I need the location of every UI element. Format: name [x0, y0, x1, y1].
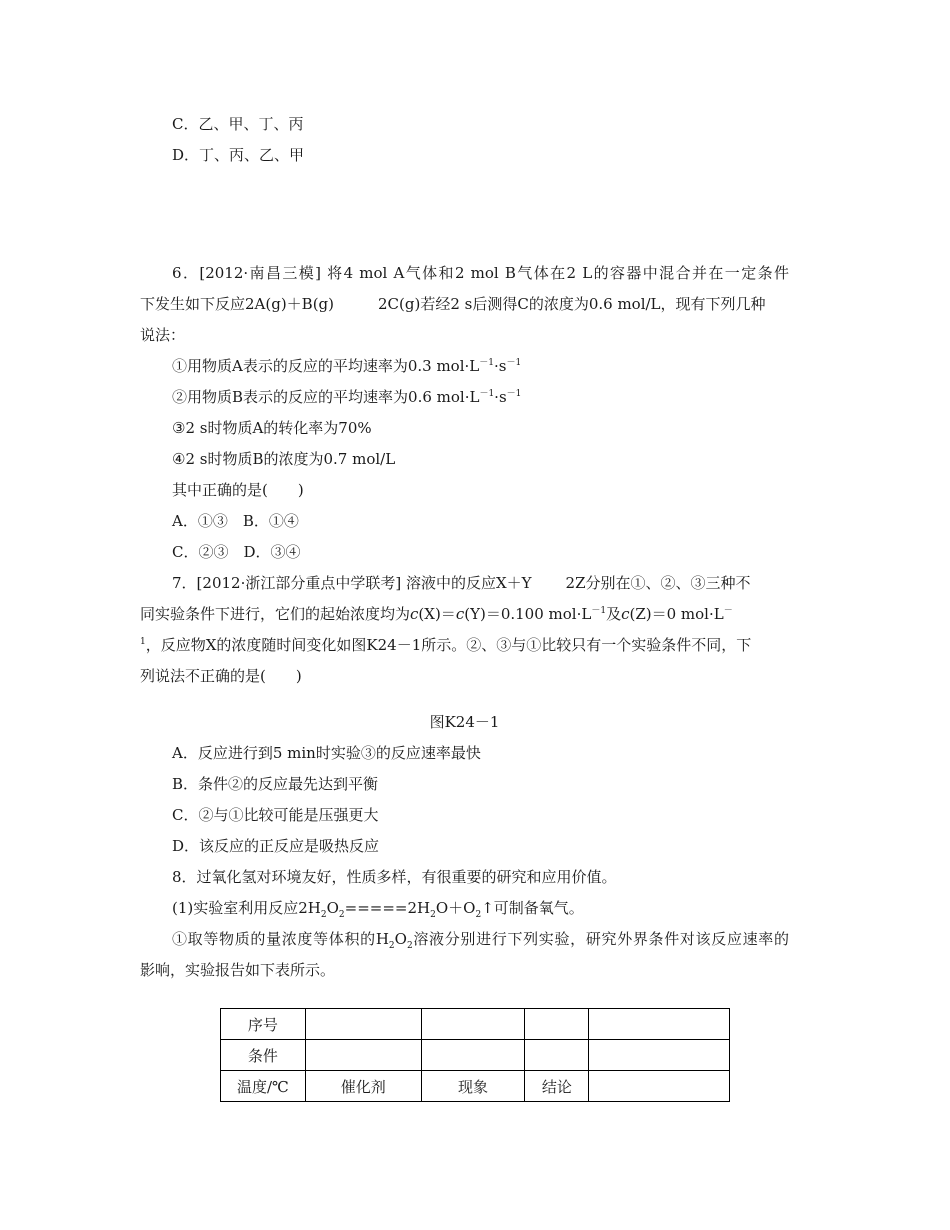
table-row	[221, 1071, 730, 1102]
superscript: －1	[479, 358, 494, 368]
table-cell	[421, 1040, 525, 1071]
subscript: 2	[475, 910, 482, 920]
subscript: 2	[430, 910, 436, 920]
text: (Z)＝0 mol·L	[629, 605, 724, 623]
q6-statement-3: ③2 s时物质A的转化率为70%	[172, 419, 372, 437]
subscript: 2	[338, 910, 345, 920]
text: ↑可制备氧气。	[481, 899, 584, 917]
q6-statement-1	[172, 356, 521, 376]
unit-text: ·s	[493, 357, 507, 375]
q6-stem-line1: 6．[2012·南昌三模] 将4 mol A气体和2 mol B气体在2 L的容器中混合并在一定条件	[172, 264, 789, 282]
table-row	[221, 1040, 730, 1071]
q8-sub1	[172, 898, 584, 918]
q6-options-ab: A．①③ B．①④	[172, 512, 299, 530]
text: ①取等物质的量浓度等体积的H	[172, 930, 389, 948]
table-cell	[589, 1009, 730, 1040]
experiment-table	[220, 1008, 730, 1102]
q6-options-cd: C．②③ D．③④	[172, 543, 301, 561]
q6-reaction-left: 下发生如下反应2A(g)＋B(g)	[140, 295, 335, 313]
superscript: －1	[506, 358, 522, 368]
text: =====2H	[344, 899, 431, 917]
text: O＋O	[435, 899, 476, 917]
q5-option-c: C．乙、甲、丁、丙	[172, 115, 304, 133]
q5-option-d: D．丁、丙、乙、甲	[172, 146, 305, 164]
superscript: －1	[506, 389, 522, 399]
subscript: 2	[406, 941, 413, 951]
q7-line1-left: 7．[2012·浙江部分重点中学联考] 溶液中的反应X＋Y	[172, 574, 532, 592]
q7-option-c: C．②与①比较可能是压强更大	[172, 806, 379, 824]
q7-line1-right: 2Z分别在①、②、③三种不	[565, 574, 751, 592]
q6-statement-4: ④2 s时物质B的浓度为0.7 mol/L	[172, 450, 396, 468]
q6-reaction-right: 2C(g)若经2 s后测得C的浓度为0.6 mol/L，现有下列几种	[378, 295, 766, 313]
table-row	[221, 1009, 730, 1040]
text: O	[326, 899, 339, 917]
statement-text: ①用物质A表示的反应的平均速率为0.3 mol·L	[172, 357, 480, 375]
table-cell	[589, 1071, 730, 1102]
superscript: －1	[479, 389, 495, 399]
table-header-phenomenon: 现象	[421, 1071, 525, 1102]
subscript: 2	[320, 910, 327, 920]
statement-text: ②用物质B表示的反应的平均速率为0.6 mol·L	[172, 388, 480, 406]
table-cell	[421, 1009, 525, 1040]
table-cell	[305, 1009, 421, 1040]
superscript: 1	[140, 637, 146, 647]
text: (Y)＝0.100 mol·L	[464, 605, 592, 623]
text: 同实验条件下进行，它们的起始浓度均为	[140, 605, 411, 623]
concentration-symbol: c	[455, 605, 465, 623]
q6-statement-2	[172, 387, 521, 407]
q6-stem-line3: 说法：	[140, 326, 186, 344]
q7-line3	[140, 635, 751, 655]
unit-text: ·s	[494, 388, 507, 406]
table-cell	[525, 1040, 589, 1071]
text: 及	[606, 605, 622, 623]
table-cell	[589, 1040, 730, 1071]
table-cell	[525, 1009, 589, 1040]
table-cell-condition-label: 条件	[221, 1040, 306, 1071]
q7-option-d: D．该反应的正反应是吸热反应	[172, 837, 380, 855]
superscript: －	[723, 606, 733, 616]
text: ，反应物X的浓度随时间变化如图K24－1所示。②、③与①比较只有一个实验条件不同，下	[145, 636, 752, 654]
text: O	[394, 930, 407, 948]
table-cell	[305, 1040, 421, 1071]
table-cell-seq-label: 序号	[221, 1009, 306, 1040]
q8-stem: 8．过氧化氢对环境友好，性质多样，有很重要的研究和应用价值。	[172, 868, 617, 886]
text: 溶液分别进行下列实验，研究外界条件对该反应速率的	[412, 930, 789, 948]
q8-experiment-line1	[172, 929, 789, 949]
q7-line1	[172, 573, 751, 593]
q7-line2	[140, 604, 733, 624]
table-header-catalyst: 催化剂	[305, 1071, 421, 1102]
figure-caption: 图K24－1	[429, 713, 500, 731]
superscript: －1	[591, 606, 607, 616]
subscript: 2	[388, 941, 395, 951]
q7-option-b: B．条件②的反应最先达到平衡	[172, 775, 379, 793]
q6-stem-line2	[140, 294, 766, 314]
text: (X)＝	[418, 605, 456, 623]
q6-ask: 其中正确的是( )	[172, 481, 304, 499]
q7-line4: 列说法不正确的是( )	[140, 667, 302, 685]
text: (1)实验室利用反应2H	[172, 899, 321, 917]
concentration-symbol: c	[621, 605, 630, 623]
q8-experiment-line2: 影响，实验报告如下表所示。	[140, 961, 336, 979]
q7-option-a: A．反应进行到5 min时实验③的反应速率最快	[172, 744, 481, 762]
table-header-conclusion: 结论	[525, 1071, 589, 1102]
table-header-temperature: 温度/℃	[221, 1071, 306, 1102]
concentration-symbol: c	[410, 605, 419, 623]
